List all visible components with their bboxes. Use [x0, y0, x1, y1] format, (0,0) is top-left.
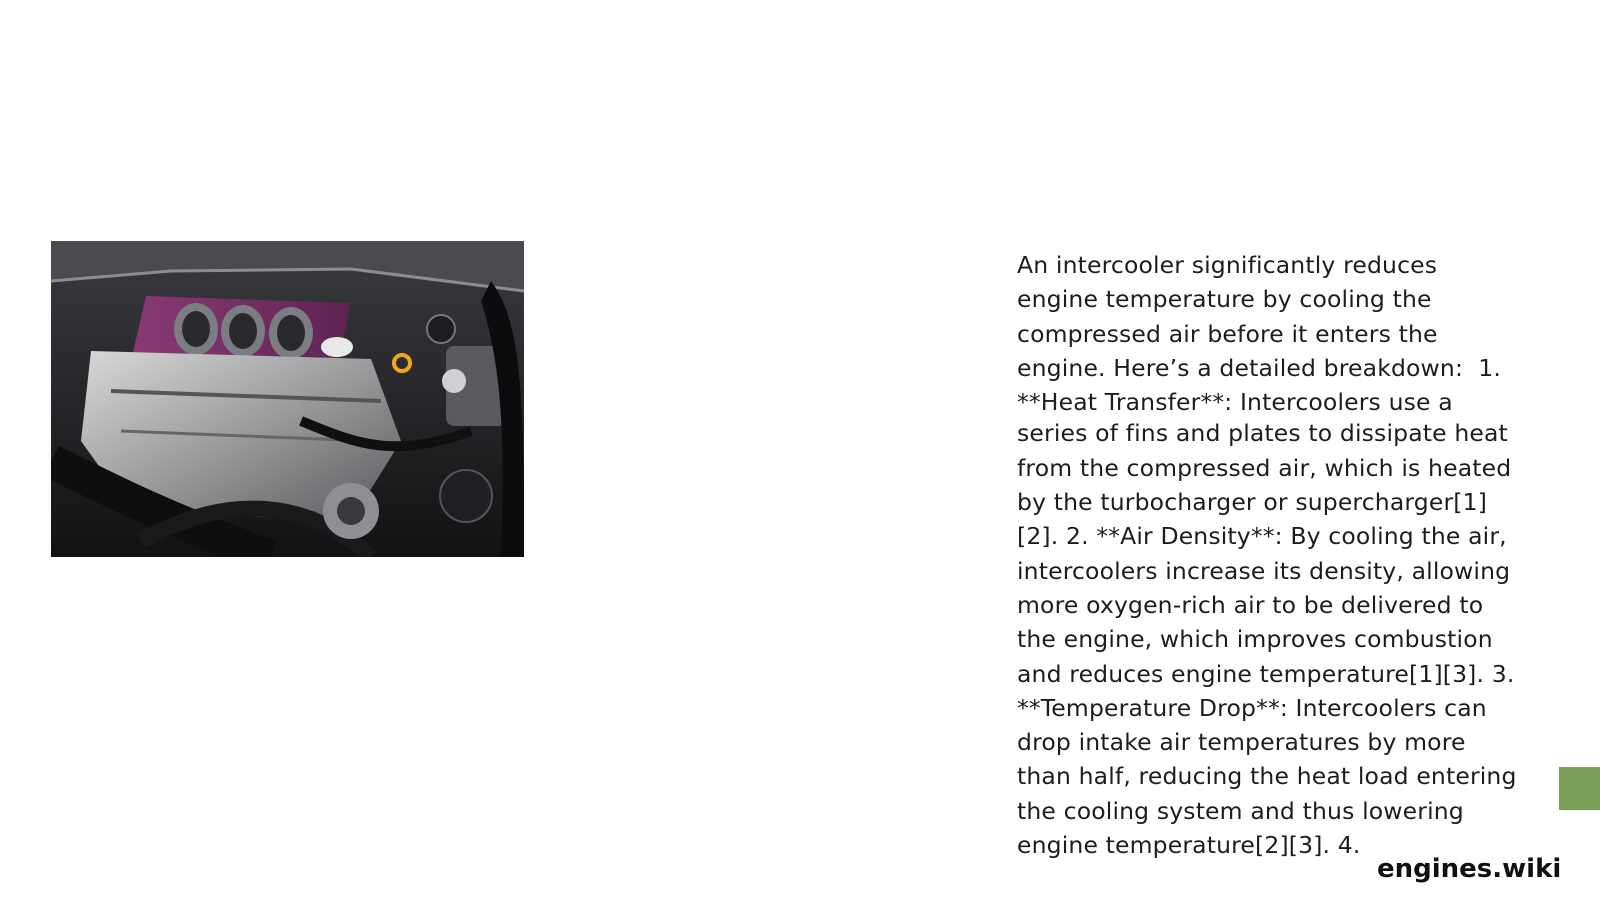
- article-paragraph-2: series of fins and plates to dissipate heat from the compressed air, which is heated by the turbocharger or supercharger[1][2]. 2. **Air Density**: By cooling the air, intercoolers increase its density, allowing more oxygen-rich air to be delivered to the engine, which improves combustion and reduces engine temperature[1][3]. 3. **Temperature Drop**: Intercoolers can drop intake air temperatures by more than half, reducing the heat load entering the cooling system and thus lowering engine temperature[2][3]. 4.: [1017, 419, 1525, 860]
- site-name[interactable]: engines.wiki: [1377, 854, 1562, 884]
- article-paragraph-1: An intercooler significantly reduces engine temperature by cooling the compressed air before it enters the engine. Here’s a detailed breakdown: 1. **Heat Transfer**: Intercoolers use a: [1017, 251, 1509, 417]
- accent-block: [1559, 767, 1600, 810]
- engine-bay-image: [51, 241, 524, 557]
- article-text: [1017, 248, 1525, 862]
